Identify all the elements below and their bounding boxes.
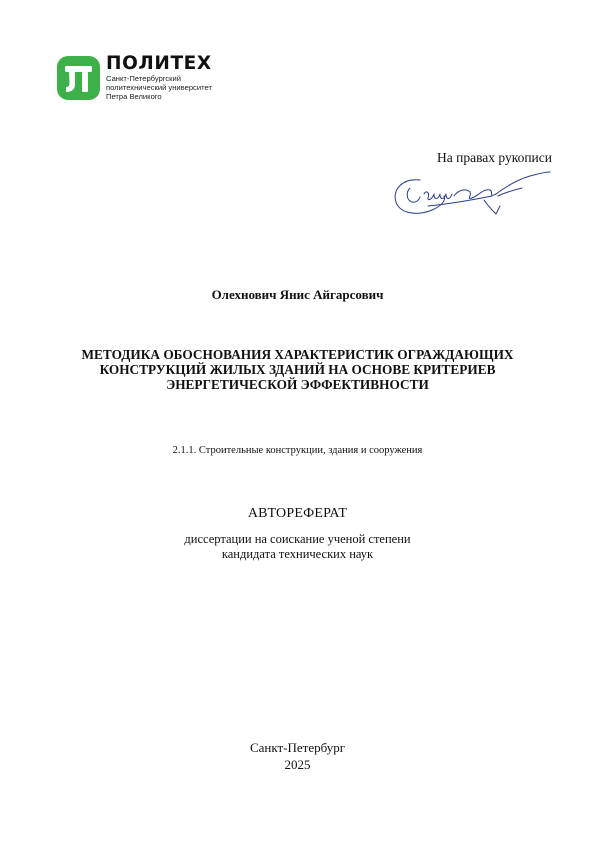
purpose-line: кандидата технических наук [221, 547, 374, 561]
title-line: КОНСТРУКЦИЙ ЖИЛЫХ ЗДАНИЙ НА ОСНОВЕ КРИТЕРИЕВ [99, 362, 496, 377]
logo-line: Санкт-Петербургский [106, 74, 181, 83]
degree-purpose [0, 532, 595, 562]
polytech-logo-icon [57, 56, 100, 100]
logo-line: Петра Великого [106, 92, 162, 101]
logo-name: ПОЛИТЕХ [106, 53, 212, 74]
handwritten-signature-icon [388, 166, 556, 222]
author-name: Олехнович Янис Айгарсович [211, 287, 384, 302]
logo-subtitle [106, 74, 212, 101]
year: 2025 [284, 757, 311, 772]
purpose-line: диссертации на соискание ученой степени [184, 532, 411, 546]
university-logo [57, 54, 257, 104]
city: Санкт-Петербург [249, 740, 346, 755]
specialty-code: 2.1.1. Строительные конструкции, здания и сооружения [172, 445, 423, 456]
document-type: АВТОРЕФЕРАТ [247, 506, 348, 521]
title-line: МЕТОДИКА ОБОСНОВАНИЯ ХАРАКТЕРИСТИК ОГРАЖДАЮЩИХ [81, 347, 514, 362]
title-line: ЭНЕРГЕТИЧЕСКОЙ ЭФФЕКТИВНОСТИ [166, 377, 429, 392]
logo-line: политехнический университет [106, 83, 212, 92]
dissertation-title [55, 347, 540, 392]
rights-note: На правах рукописи [436, 150, 552, 165]
